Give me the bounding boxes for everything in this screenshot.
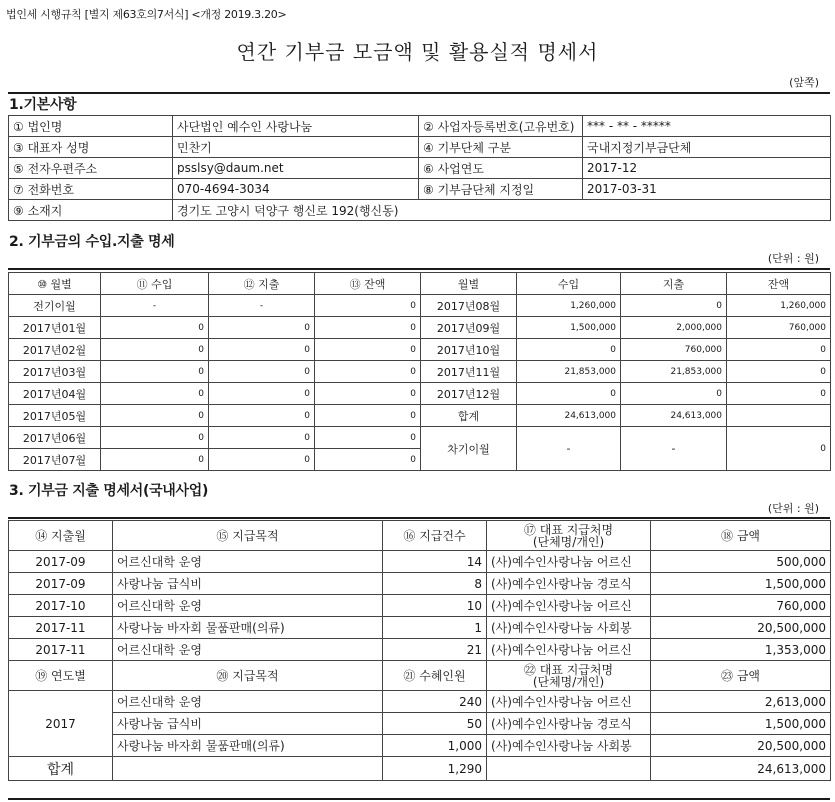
count-cell: 1,000 <box>383 735 487 757</box>
income-cell: 0 <box>101 405 209 427</box>
field-label: ⑧ 기부금단체 지정일 <box>419 179 583 200</box>
payee-cell: (사)예수인사랑나눔 어르신 <box>487 595 651 617</box>
month-cell: 2017년06월 <box>9 427 101 449</box>
expense-cell: 21,853,000 <box>621 361 727 383</box>
table-row <box>9 317 831 339</box>
expense-cell: 0 <box>209 383 315 405</box>
income-cell: 0 <box>517 383 621 405</box>
field-value: 2017-12 <box>583 158 831 179</box>
month-cell: 2017년12월 <box>421 383 517 405</box>
count-cell: 240 <box>383 691 487 713</box>
field-value: 국내지정기부금단체 <box>583 137 831 158</box>
column-header <box>487 661 651 691</box>
table-row <box>9 427 831 449</box>
month-cell: 2017-09 <box>9 573 113 595</box>
carry-income-cell: - <box>517 427 621 471</box>
column-header <box>487 521 651 551</box>
month-cell: 전기이월 <box>9 295 101 317</box>
column-header: ⑪ 수입 <box>101 273 209 295</box>
amount-cell: 1,500,000 <box>651 573 831 595</box>
income-cell: 1,500,000 <box>517 317 621 339</box>
total-amount: 24,613,000 <box>651 757 831 781</box>
count-cell: 10 <box>383 595 487 617</box>
expense-cell: 0 <box>209 339 315 361</box>
basic-info-row <box>9 137 831 158</box>
table-row <box>9 551 831 573</box>
table-row <box>9 639 831 661</box>
month-cell: 2017년08월 <box>421 295 517 317</box>
empty-cell <box>487 757 651 781</box>
column-header: ⑭ 지출월 <box>9 521 113 551</box>
income-cell: 0 <box>101 361 209 383</box>
address-value: 경기도 고양시 덕양구 행신로 192(행신동) <box>173 200 831 221</box>
section3-unit: (단위 : 원) <box>767 502 819 515</box>
table-row <box>9 617 831 639</box>
field-label: ⑤ 전자우편주소 <box>9 158 173 179</box>
column-header: ⑳ 지급목적 <box>113 661 383 691</box>
income-cell: 0 <box>101 317 209 339</box>
income-cell: 0 <box>101 383 209 405</box>
balance-cell: 0 <box>315 295 421 317</box>
expense-cell: 760,000 <box>621 339 727 361</box>
balance-cell: 0 <box>727 361 831 383</box>
column-header: ⑬ 잔액 <box>315 273 421 295</box>
header-line: ㉒ 대표 지급처명 <box>523 662 614 677</box>
payee-cell: (사)예수인사랑나눔 어르신 <box>487 551 651 573</box>
expense-cell: 0 <box>209 317 315 339</box>
month-cell: 2017-09 <box>9 551 113 573</box>
column-header: ⑫ 지출 <box>209 273 315 295</box>
column-header: ㉓ 금액 <box>651 661 831 691</box>
field-label: ② 사업자등록번호(고유번호) <box>419 116 583 137</box>
balance-cell: 0 <box>727 383 831 405</box>
expense-cell: 0 <box>209 427 315 449</box>
carry-balance-cell: 0 <box>727 427 831 471</box>
field-value: psslsy@daum.net <box>173 158 419 179</box>
basic-info-row <box>9 200 831 221</box>
month-cell: 합계 <box>421 405 517 427</box>
purpose-cell: 사랑나눔 급식비 <box>113 713 383 735</box>
column-header: ⑮ 지급목적 <box>113 521 383 551</box>
table-row <box>9 405 831 427</box>
section2-title: 2. 기부금의 수입.지출 명세 <box>9 234 175 250</box>
balance-cell: 0 <box>315 427 421 449</box>
form-reference: 법인세 시행규칙 [별지 제63호의7서식] <개정 2019.3.20> <box>6 8 287 21</box>
month-cell: 2017년03월 <box>9 361 101 383</box>
month-cell: 2017년02월 <box>9 339 101 361</box>
total-row <box>9 757 831 781</box>
basic-info-row <box>9 179 831 200</box>
balance-cell: 0 <box>315 361 421 383</box>
month-cell: 2017-11 <box>9 617 113 639</box>
field-value: *** - ** - ***** <box>583 116 831 137</box>
field-label: ⑥ 사업연도 <box>419 158 583 179</box>
field-label: ③ 대표자 성명 <box>9 137 173 158</box>
count-cell: 21 <box>383 639 487 661</box>
purpose-cell: 사랑나눔 바자회 물품판매(의류) <box>113 735 383 757</box>
column-header: ⑩ 월별 <box>9 273 101 295</box>
income-expense-table <box>8 272 831 471</box>
column-header: ⑱ 금액 <box>651 521 831 551</box>
table-row <box>9 595 831 617</box>
purpose-cell: 사랑나눔 급식비 <box>113 573 383 595</box>
count-cell: 50 <box>383 713 487 735</box>
payee-cell: (사)예수인사랑나눔 사회봉 <box>487 617 651 639</box>
section2-unit: (단위 : 원) <box>767 252 819 265</box>
amount-cell: 760,000 <box>651 595 831 617</box>
table-row <box>9 573 831 595</box>
payee-cell: (사)예수인사랑나눔 사회봉 <box>487 735 651 757</box>
payee-cell: (사)예수인사랑나눔 어르신 <box>487 691 651 713</box>
expense-cell: 24,613,000 <box>621 405 727 427</box>
table-row <box>9 383 831 405</box>
expense-detail-table <box>8 520 831 781</box>
section1-top-rule <box>8 92 830 94</box>
balance-cell: 0 <box>315 449 421 471</box>
month-cell: 2017년01월 <box>9 317 101 339</box>
count-cell: 14 <box>383 551 487 573</box>
column-header: 수입 <box>517 273 621 295</box>
expense-cell: 0 <box>209 449 315 471</box>
income-cell: 0 <box>101 449 209 471</box>
address-label: ⑨ 소재지 <box>9 200 173 221</box>
table-row <box>9 339 831 361</box>
column-header: ⑯ 지급건수 <box>383 521 487 551</box>
income-cell: 21,853,000 <box>517 361 621 383</box>
payee-cell: (사)예수인사랑나눔 경로식 <box>487 573 651 595</box>
table-row <box>9 295 831 317</box>
balance-cell: 0 <box>315 383 421 405</box>
month-cell: 2017년05월 <box>9 405 101 427</box>
table-row <box>9 713 831 735</box>
section1-title: 1.기본사항 <box>9 97 77 113</box>
field-label: ① 법인명 <box>9 116 173 137</box>
header-line: (단체명/개인) <box>532 674 605 689</box>
expense-cell: 0 <box>621 295 727 317</box>
table-header-row <box>9 661 831 691</box>
section2-top-rule <box>8 268 830 270</box>
basic-info-row <box>9 116 831 137</box>
basic-info-row <box>9 158 831 179</box>
income-cell: 0 <box>517 339 621 361</box>
header-line: (단체명/개인) <box>532 534 605 549</box>
field-label: ④ 기부단체 구분 <box>419 137 583 158</box>
purpose-cell: 어르신대학 운영 <box>113 639 383 661</box>
purpose-cell: 사랑나눔 바자회 물품판매(의류) <box>113 617 383 639</box>
amount-cell: 2,613,000 <box>651 691 831 713</box>
section3-bottom-rule <box>8 798 830 800</box>
total-label: 합계 <box>9 757 113 781</box>
income-cell: - <box>101 295 209 317</box>
expense-cell: 0 <box>209 361 315 383</box>
amount-cell: 500,000 <box>651 551 831 573</box>
count-cell: 8 <box>383 573 487 595</box>
column-header: 잔액 <box>727 273 831 295</box>
balance-cell: 0 <box>315 339 421 361</box>
table-row <box>9 361 831 383</box>
empty-cell <box>113 757 383 781</box>
balance-cell: 0 <box>315 405 421 427</box>
basic-info-table <box>8 115 831 221</box>
month-cell: 2017-10 <box>9 595 113 617</box>
amount-cell: 20,500,000 <box>651 735 831 757</box>
income-cell: 0 <box>101 427 209 449</box>
income-cell: 0 <box>101 339 209 361</box>
column-header: 지출 <box>621 273 727 295</box>
document-title: 연간 기부금 모금액 및 활용실적 명세서 <box>236 40 599 64</box>
table-header-row <box>9 273 831 295</box>
column-header: 월별 <box>421 273 517 295</box>
month-cell: 2017년10월 <box>421 339 517 361</box>
month-cell: 2017년07월 <box>9 449 101 471</box>
income-cell: 24,613,000 <box>517 405 621 427</box>
balance-cell: 0 <box>315 317 421 339</box>
table-row <box>9 691 831 713</box>
purpose-cell: 어르신대학 운영 <box>113 595 383 617</box>
carry-expense-cell: - <box>621 427 727 471</box>
count-cell: 1 <box>383 617 487 639</box>
amount-cell: 20,500,000 <box>651 617 831 639</box>
month-cell: 2017-11 <box>9 639 113 661</box>
purpose-cell: 어르신대학 운영 <box>113 691 383 713</box>
expense-cell: 2,000,000 <box>621 317 727 339</box>
field-value: 2017-03-31 <box>583 179 831 200</box>
column-header: ⑲ 연도별 <box>9 661 113 691</box>
month-cell: 2017년09월 <box>421 317 517 339</box>
month-cell: 2017년04월 <box>9 383 101 405</box>
field-value: 민찬기 <box>173 137 419 158</box>
balance-cell: 1,260,000 <box>727 295 831 317</box>
income-cell: 1,260,000 <box>517 295 621 317</box>
table-row <box>9 735 831 757</box>
expense-cell: 0 <box>209 405 315 427</box>
amount-cell: 1,500,000 <box>651 713 831 735</box>
page-side-note: (앞쪽) <box>789 76 819 89</box>
carry-forward-label: 차기이월 <box>421 427 517 471</box>
field-value: 070-4694-3034 <box>173 179 419 200</box>
total-count: 1,290 <box>383 757 487 781</box>
purpose-cell: 어르신대학 운영 <box>113 551 383 573</box>
year-cell: 2017 <box>9 691 113 757</box>
payee-cell: (사)예수인사랑나눔 경로식 <box>487 713 651 735</box>
section3-title: 3. 기부금 지출 명세서(국내사업) <box>9 483 209 499</box>
balance-cell: 760,000 <box>727 317 831 339</box>
header-line: ⑰ 대표 지급처명 <box>523 522 614 537</box>
month-cell: 2017년11월 <box>421 361 517 383</box>
amount-cell: 1,353,000 <box>651 639 831 661</box>
payee-cell: (사)예수인사랑나눔 어르신 <box>487 639 651 661</box>
table-header-row <box>9 521 831 551</box>
column-header: ㉑ 수혜인원 <box>383 661 487 691</box>
field-label: ⑦ 전화번호 <box>9 179 173 200</box>
balance-cell <box>727 405 831 427</box>
expense-cell: - <box>209 295 315 317</box>
section3-top-rule <box>8 517 830 519</box>
balance-cell: 0 <box>727 339 831 361</box>
field-value: 사단법인 예수인 사랑나눔 <box>173 116 419 137</box>
expense-cell: 0 <box>621 383 727 405</box>
